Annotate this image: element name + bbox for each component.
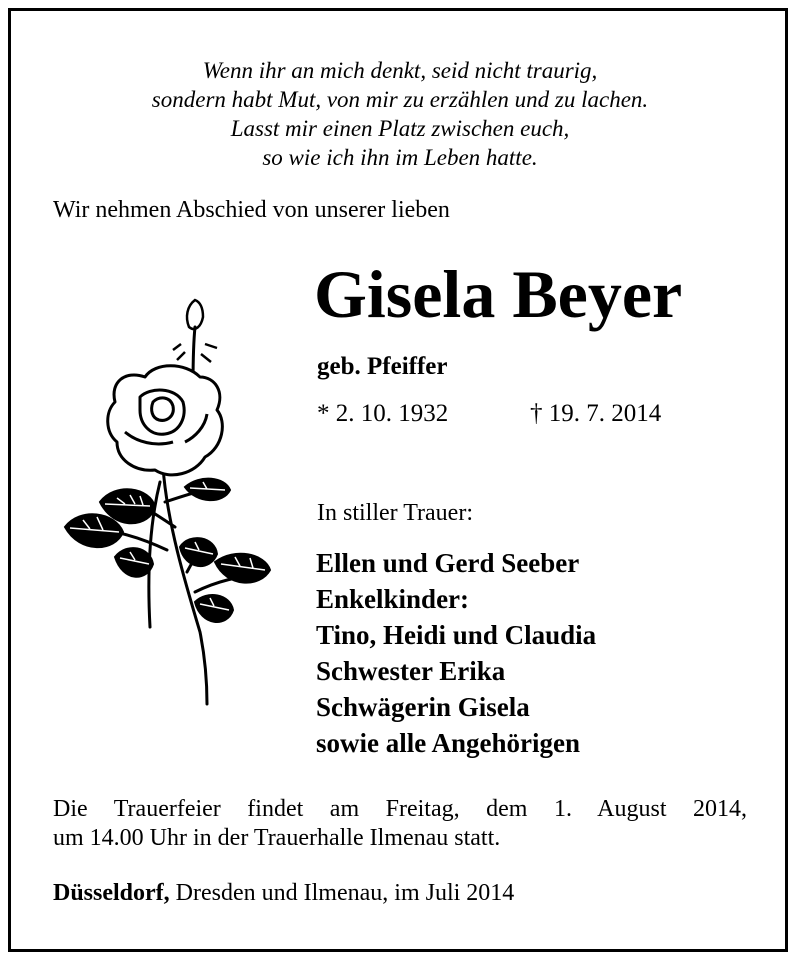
mourner-line: Ellen und Gerd Seeber — [316, 548, 580, 578]
maiden-name: geb. Pfeiffer — [317, 353, 448, 380]
intro-text: Wir nehmen Abschied von unserer lieben — [53, 197, 450, 223]
mourner-line: Schwägerin Gisela — [316, 692, 530, 722]
grief-label: In stiller Trauer: — [317, 500, 473, 526]
rose-icon — [55, 292, 285, 712]
mourners-list — [316, 545, 596, 761]
mourner-line: Schwester Erika — [316, 656, 506, 686]
service-line: Die Trauerfeier findet am Freitag, dem 1. August 2014, — [53, 796, 747, 822]
mourner-line: Tino, Heidi und Claudia — [316, 620, 597, 650]
service-line: um 14.00 Uhr in der Trauerhalle Ilmenau statt. — [53, 825, 501, 851]
service-info — [53, 795, 747, 853]
deceased-name: Gisela Beyer — [314, 256, 683, 332]
poem — [0, 56, 800, 172]
mourner-line: sowie alle Angehörigen — [316, 728, 580, 758]
poem-line: so wie ich ihn im Leben hatte. — [262, 145, 538, 170]
poem-line: Lasst mir einen Platz zwischen euch, — [230, 116, 570, 141]
death-date: † 19. 7. 2014 — [530, 400, 662, 427]
poem-line: sondern habt Mut, von mir zu erzählen und zu lachen. — [151, 87, 649, 112]
place-rest: Dresden und Ilmenau, im Juli 2014 — [169, 880, 515, 906]
birth-date: * 2. 10. 1932 — [317, 400, 449, 427]
place-bold: Düsseldorf, — [53, 880, 170, 906]
poem-line: Wenn ihr an mich denkt, seid nicht traurig, — [202, 58, 598, 83]
place-date — [53, 880, 514, 907]
mourner-line: Enkelkinder: — [316, 584, 470, 614]
